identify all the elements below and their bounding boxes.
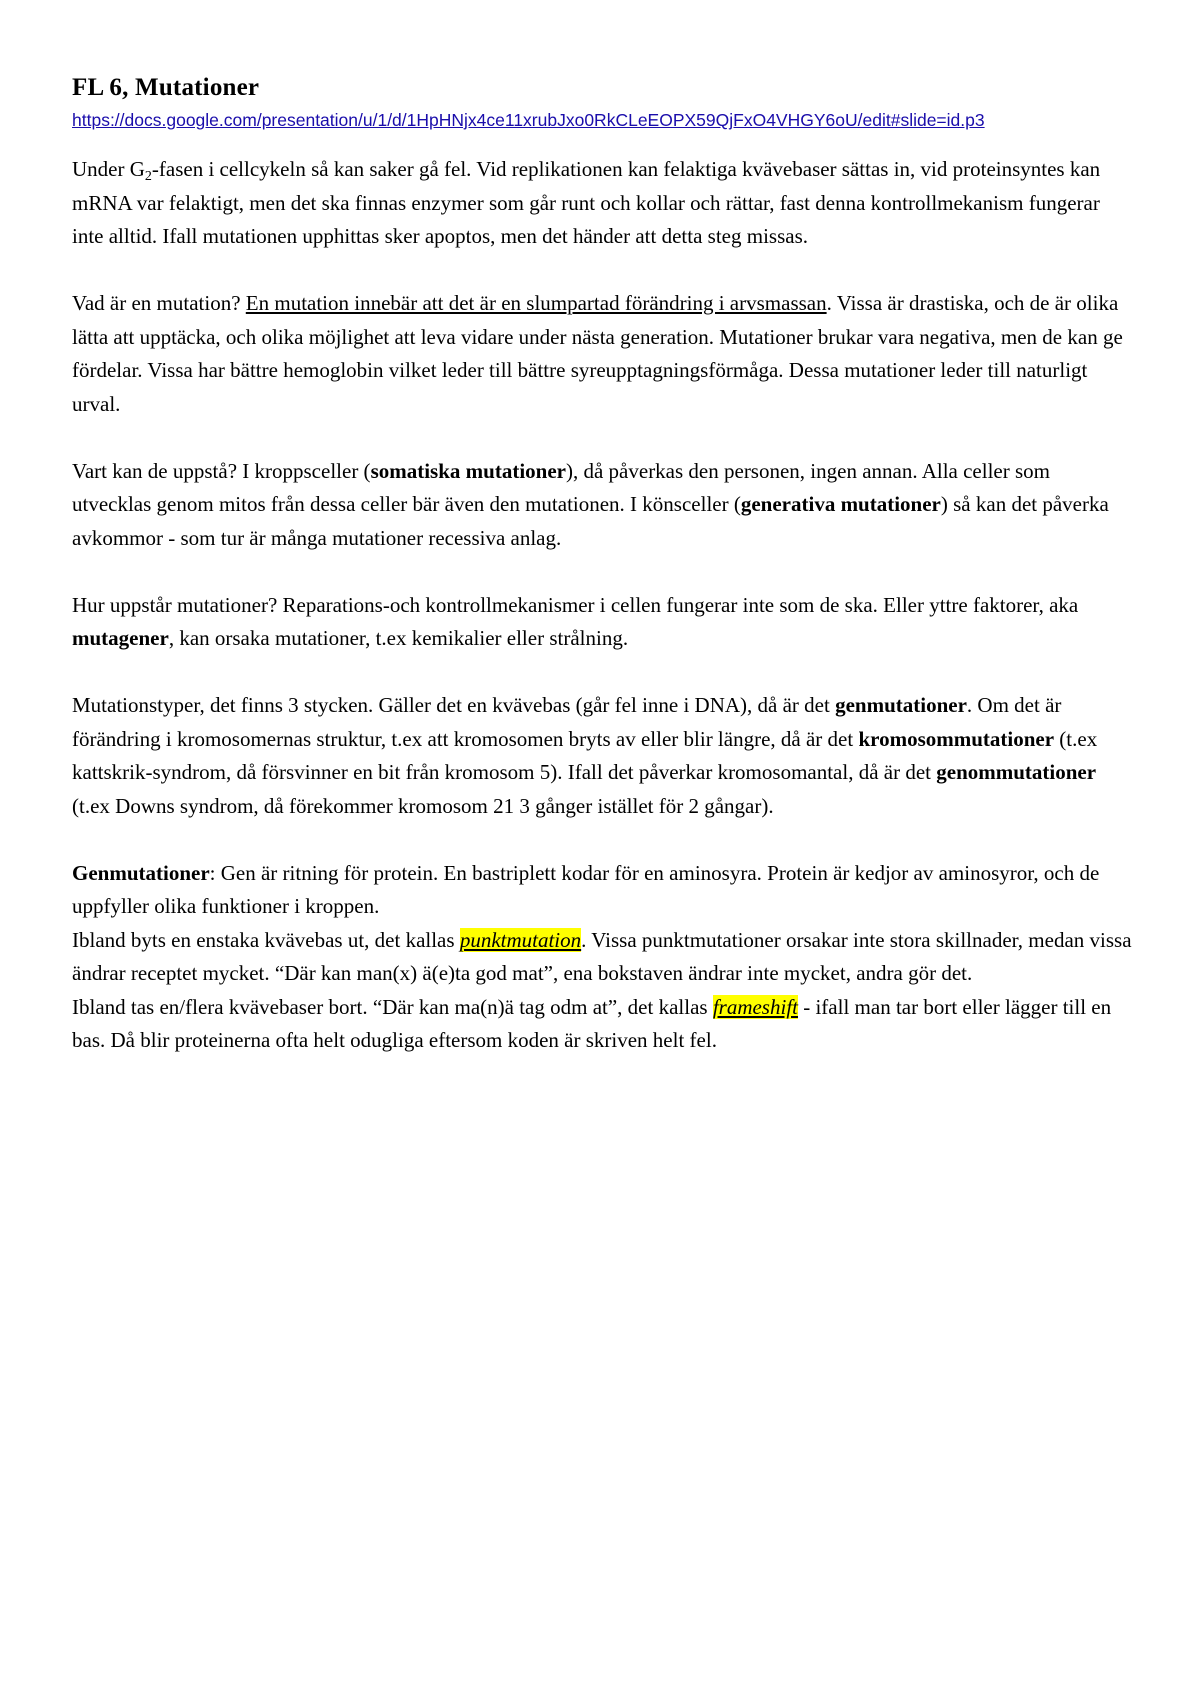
spacer — [72, 132, 1132, 153]
bold-term: kromosommutationer — [858, 726, 1055, 751]
spacer — [72, 656, 1132, 690]
bold-term: genmutationer — [835, 693, 967, 717]
highlighted-term: frameshift — [712, 994, 798, 1019]
spacer — [72, 254, 1132, 288]
highlighted-term: punktmutation — [459, 927, 582, 952]
paragraph-genmutationer: Genmutationer: Gen är ritning för protein. En bastriplett kodar för en aminosyra. Protein är kedjor av aminosyror, och de uppfyller olika funktioner i kroppen. — [72, 860, 1100, 918]
document-page — [72, 72, 1132, 1058]
bold-term: genommutationer — [936, 760, 1097, 784]
paragraph-where-arise: Vart kan de uppstå? I kroppsceller (somatiska mutationer), då påverkas den personen, ingen annan. Alla celler som utvecklas genom mitos från dessa celler bär även den mutationen. I könsceller (generativa mutationer) så kan det påverka avkommor - som tur är många mutationer recessiva anlag. — [72, 458, 1109, 550]
spacer — [72, 421, 1132, 455]
spacer — [72, 555, 1132, 589]
paragraph-how-arise: Hur uppstår mutationer? Reparations-och kontrollmekanismer i cellen fungerar inte som de ska. Eller yttre faktorer, aka mutagener, kan orsaka mutationer, t.ex kemikalier eller strålning. — [72, 592, 1079, 650]
bold-term: somatiska mutationer — [370, 458, 566, 483]
paragraph-what-is-mutation: Vad är en mutation? En mutation innebär att det är en slumpartad förändring i arvsmassan. Vissa är drastiska, och de är olika lätta att upptäcka, och olika möjlighet att leva vidare under nästa generation. Mutationer brukar vara negativa, men de kan ge fördelar. Vissa har bättre hemoglobin vilket leder till bättre syreupptagningsförmåga. Dessa mutationer leder till naturligt urval. — [72, 291, 1123, 416]
presentation-link[interactable]: https://docs.google.com/presentation/u/1/d/1HpHNjx4ce11xrubJxo0RkCLeEOPX59QjFxO4VHGY6oU/edit#slide=id.p3 — [72, 110, 985, 130]
paragraph-intro: Under $G_2$-fasen i cellcykeln så kan saker gå fel. Vid replikationen kan felaktiga kvävebaser sättas in, vid proteinsyntes kan mRNA var felaktigt, men det ska finnas enzymer som går runt och kollar och rättar, fast denna kontrollmekanism fungerar inte alltid. Ifall mutationen upphittas sker apoptos, men det händer att detta steg missas. — [72, 157, 1101, 248]
underlined-definition: En mutation innebär att det är en slumpartad förändring i arvsmassan — [245, 291, 827, 315]
paragraph-mutation-types: Mutationstyper, det finns 3 stycken. Gäller det en kvävebas (går fel inne i DNA), då är det genmutationer. Om det är förändring i kromosomernas struktur, t.ex att kromosomen bryts av eller blir längre, då är det kromosommutationer (t.ex kattskrik-syndrom, då försvinner en bit från kromosom 5). Ifall det påverkar kromosomantal, då är det genommutationer (t.ex Downs syndrom, då förekommer kromosom 21 3 gånger istället för 2 gångar). — [72, 693, 1098, 818]
bold-term: Genmutationer — [72, 860, 210, 885]
doc-title: FL 6, Mutationer — [72, 74, 260, 101]
spacer — [72, 823, 1132, 857]
paragraph-punktmutation: Ibland byts en enstaka kvävebas ut, det kallas punktmutation. Vissa punktmutationer orsakar inte stora skillnader, medan vissa ändrar receptet mycket. “Där kan man(x) ä(e)ta god mat”, ena bokstaven ändrar inte mycket, andra gör det. — [72, 927, 1132, 985]
bold-term: mutagener — [72, 626, 169, 650]
subscript: 2 — [144, 169, 152, 184]
bold-term: generativa mutationer — [740, 492, 941, 516]
paragraph-frameshift: Ibland tas en/flera kvävebaser bort. “Där kan ma(n)ä tag odm at”, det kallas frameshift - ifall man tar bort eller lägger till en bas. Då blir proteinerna ofta helt odugliga eftersom koden är skriven helt fel. — [72, 994, 1112, 1052]
